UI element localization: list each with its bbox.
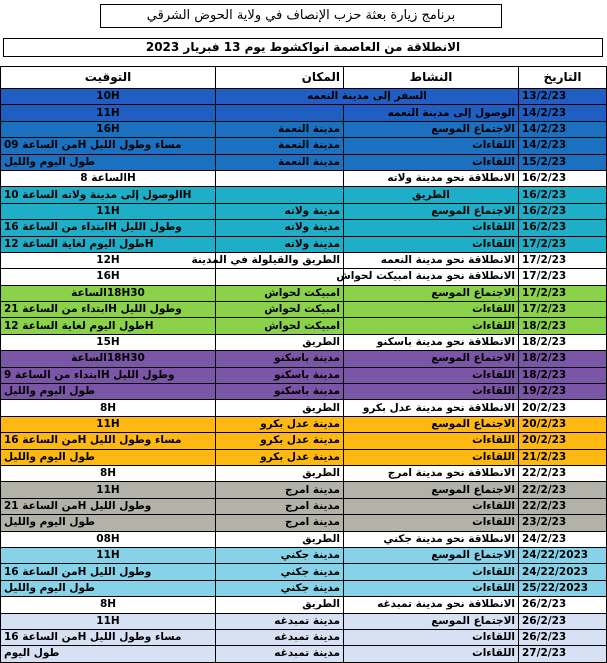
cell-activity: الاجتماع الموسع xyxy=(344,285,519,301)
cell-activity: اللقاءات xyxy=(344,433,519,449)
cell-activity: الانطلاقة نحو مدينة امبيكت لحواش xyxy=(344,269,519,285)
cell-place: الطريق والقيلولة في المدينة xyxy=(216,252,344,268)
cell-place: مدينة ولاته xyxy=(216,203,344,219)
cell-date: 17/2/23 xyxy=(519,302,607,318)
cell-date: 19/2/23 xyxy=(519,384,607,400)
cell-activity: اللقاءات xyxy=(344,646,519,662)
cell-place: مدينة النعمة xyxy=(216,138,344,154)
cell-time: 8H xyxy=(1,465,216,481)
cell-date: 17/2/23 xyxy=(519,252,607,268)
cell-time: 08H xyxy=(1,531,216,547)
cell-activity: الانطلاقة نحو مدينة عدل بكرو xyxy=(344,400,519,416)
cell-activity: الطريق xyxy=(344,187,519,203)
table-row xyxy=(1,252,607,268)
table-row xyxy=(1,531,607,547)
table-row xyxy=(1,384,607,400)
page-title: برنامج زيارة بعثة حزب الإنصاف في ولاية الحوض الشرقي xyxy=(100,4,502,28)
cell-place: مدينة امرج xyxy=(216,498,344,514)
cell-activity: الاجتماع الموسع xyxy=(344,547,519,563)
cell-place: الطريق xyxy=(216,334,344,350)
cell-date: 18/2/23 xyxy=(519,367,607,383)
table-row xyxy=(1,302,607,318)
table-row xyxy=(1,564,607,580)
table-row xyxy=(1,433,607,449)
cell-time: وطول الليل Hابتداء من الساعة 21 xyxy=(1,302,216,318)
cell-date: 14/2/23 xyxy=(519,105,607,121)
table-row xyxy=(1,400,607,416)
table-row xyxy=(1,121,607,137)
cell-place: امبيكت لحواش xyxy=(216,302,344,318)
table-row xyxy=(1,498,607,514)
cell-activity: الانطلاقة نحو مدينة النعمه xyxy=(344,252,519,268)
table-row xyxy=(1,613,607,629)
cell-activity: الانطلاقة نحو مدينة جكني xyxy=(344,531,519,547)
cell-activity: اللقاءات xyxy=(344,515,519,531)
cell-time: Hطول اليوم لغاية الساعة 12 xyxy=(1,318,216,334)
cell-activity: الاجتماع الموسع xyxy=(344,351,519,367)
cell-date: 22/2/23 xyxy=(519,482,607,498)
schedule-table xyxy=(0,66,607,663)
cell-time: 8H xyxy=(1,597,216,613)
table-row xyxy=(1,154,607,170)
cell-place: مدينة جكني xyxy=(216,564,344,580)
cell-date: 18/2/23 xyxy=(519,318,607,334)
cell-place: مدينة امرج xyxy=(216,482,344,498)
cell-date: 22/2/23 xyxy=(519,498,607,514)
cell-place: امبيكت لحواش xyxy=(216,318,344,334)
cell-place: مدينة ولاته xyxy=(216,236,344,252)
cell-activity: اللقاءات xyxy=(344,220,519,236)
cell-activity: اللقاءات xyxy=(344,498,519,514)
cell-time: 16H xyxy=(1,269,216,285)
table-row xyxy=(1,334,607,350)
table-row xyxy=(1,138,607,154)
cell-date: 20/2/23 xyxy=(519,400,607,416)
cell-time: 11H xyxy=(1,613,216,629)
cell-activity: الانطلاقة نحو مدينة ولاته xyxy=(344,170,519,186)
cell-date: 14/2/23 xyxy=(519,121,607,137)
cell-activity: اللقاءات xyxy=(344,302,519,318)
cell-place xyxy=(216,170,344,186)
cell-date: 25/22/2023 xyxy=(519,580,607,596)
cell-time: Hالساعة 8 xyxy=(1,170,216,186)
cell-date: 24/22/2023 xyxy=(519,564,607,580)
cell-place: الطريق xyxy=(216,465,344,481)
cell-date: 16/2/23 xyxy=(519,203,607,219)
cell-date: 20/2/23 xyxy=(519,433,607,449)
table-row xyxy=(1,629,607,645)
cell-date: 17/2/23 xyxy=(519,269,607,285)
cell-place: مدينة جكني xyxy=(216,547,344,563)
table-row xyxy=(1,646,607,662)
cell-time: 16H xyxy=(1,121,216,137)
table-row xyxy=(1,269,607,285)
cell-date: 22/2/23 xyxy=(519,465,607,481)
cell-time: 8H xyxy=(1,400,216,416)
cell-place: مدينة عدل بكرو xyxy=(216,433,344,449)
table-row xyxy=(1,203,607,219)
table-row xyxy=(1,547,607,563)
table-row xyxy=(1,105,607,121)
table-row xyxy=(1,515,607,531)
cell-date: 20/2/23 xyxy=(519,416,607,432)
cell-activity: اللقاءات xyxy=(344,236,519,252)
cell-time: 11H xyxy=(1,416,216,432)
table-row xyxy=(1,220,607,236)
cell-time: وطول الليل Hمن الساعة 16 xyxy=(1,564,216,580)
cell-place: الطريق xyxy=(216,400,344,416)
cell-place xyxy=(216,269,344,285)
header-time: التوقيت xyxy=(1,67,216,89)
cell-date: 18/2/23 xyxy=(519,351,607,367)
cell-place: مدينة تمبدغه xyxy=(216,646,344,662)
cell-place: مدينة ولاته xyxy=(216,220,344,236)
cell-activity: الاجتماع الموسع xyxy=(344,121,519,137)
cell-place: الطريق xyxy=(216,531,344,547)
cell-time: طول اليوم والليل xyxy=(1,580,216,596)
table-row xyxy=(1,89,607,105)
cell-time: 18H30الساعة xyxy=(1,351,216,367)
schedule-rows xyxy=(1,89,607,663)
table-row xyxy=(1,449,607,465)
cell-activity: الاجتماع الموسع xyxy=(344,482,519,498)
cell-date: 17/2/23 xyxy=(519,236,607,252)
cell-activity: الاجتماع الموسع xyxy=(344,613,519,629)
cell-date: 16/2/23 xyxy=(519,187,607,203)
table-row xyxy=(1,580,607,596)
cell-activity: اللقاءات xyxy=(344,564,519,580)
header-place: المكان xyxy=(216,67,344,89)
table-row xyxy=(1,285,607,301)
departure-note: الانطلاقة من العاصمة انواكشوط يوم 13 فبريار 2023 xyxy=(3,38,603,57)
cell-activity: اللقاءات xyxy=(344,580,519,596)
table-row xyxy=(1,236,607,252)
table-row xyxy=(1,465,607,481)
cell-date: 14/2/23 xyxy=(519,138,607,154)
cell-date: 27/2/23 xyxy=(519,646,607,662)
table-row xyxy=(1,318,607,334)
cell-place: مدينة امرج xyxy=(216,515,344,531)
cell-time: 11H xyxy=(1,203,216,219)
cell-time: 11H xyxy=(1,105,216,121)
cell-place: مدينة جكني xyxy=(216,580,344,596)
cell-time: وطول الليل Hابتداء من الساعة 9 xyxy=(1,367,216,383)
table-row xyxy=(1,367,607,383)
cell-activity: الانطلاقة نحو مدينة تمبدغه xyxy=(344,597,519,613)
cell-place: مدينة النعمة xyxy=(216,121,344,137)
cell-activity: السفر إلى مدينة النعمه xyxy=(216,89,519,105)
cell-date: 16/2/23 xyxy=(519,170,607,186)
header-date: التاريخ xyxy=(519,67,607,89)
cell-date: 24/22/2023 xyxy=(519,547,607,563)
cell-place: مدينة تمبدغه xyxy=(216,629,344,645)
cell-time: وطول الليل Hابتداء من الساعة 16 xyxy=(1,220,216,236)
cell-time: مساء وطول الليل Hمن الساعة 09 xyxy=(1,138,216,154)
cell-activity: اللقاءات xyxy=(344,367,519,383)
cell-time: 12H xyxy=(1,252,216,268)
cell-date: 15/2/23 xyxy=(519,154,607,170)
cell-date: 24/2/23 xyxy=(519,531,607,547)
cell-place: مدينة باسكنو xyxy=(216,367,344,383)
cell-time: Hالوصول إلى مدينة ولاته الساعة 10 xyxy=(1,187,216,203)
table-row xyxy=(1,351,607,367)
header-activity: النشاط xyxy=(344,67,519,89)
cell-time: وطول الليل Hمن الساعة 21 xyxy=(1,498,216,514)
cell-place: مدينة النعمة xyxy=(216,154,344,170)
cell-place: الطريق xyxy=(216,597,344,613)
cell-place: امبيكت لحواش xyxy=(216,285,344,301)
cell-place xyxy=(216,105,344,121)
cell-place: مدينة عدل بكرو xyxy=(216,449,344,465)
cell-time: 10H xyxy=(1,89,216,105)
cell-activity: الانطلاقة نحو مدينة باسكنو xyxy=(344,334,519,350)
cell-date: 23/2/23 xyxy=(519,515,607,531)
table-header-row xyxy=(1,67,607,89)
table-row xyxy=(1,597,607,613)
cell-activity: اللقاءات xyxy=(344,384,519,400)
table-row xyxy=(1,416,607,432)
cell-activity: اللقاءات xyxy=(344,154,519,170)
cell-place: مدينة باسكنو xyxy=(216,351,344,367)
cell-place xyxy=(216,187,344,203)
cell-time: طول اليوم والليل xyxy=(1,515,216,531)
cell-time: مساء وطول الليل Hمن الساعة 16 xyxy=(1,433,216,449)
cell-date: 21/2/23 xyxy=(519,449,607,465)
cell-time: 11H xyxy=(1,482,216,498)
table-row xyxy=(1,482,607,498)
cell-activity: الاجتماع الموسع xyxy=(344,203,519,219)
cell-activity: اللقاءات xyxy=(344,629,519,645)
cell-date: 26/2/23 xyxy=(519,613,607,629)
cell-time: 18H30الساعة xyxy=(1,285,216,301)
table-row xyxy=(1,170,607,186)
cell-date: 16/2/23 xyxy=(519,220,607,236)
cell-time: 11H xyxy=(1,547,216,563)
cell-date: 26/2/23 xyxy=(519,629,607,645)
cell-time: طول اليوم والليل xyxy=(1,154,216,170)
cell-time: طول اليوم والليل xyxy=(1,384,216,400)
cell-time: مساء وطول الليل Hمن الساعة 16 xyxy=(1,629,216,645)
cell-activity: اللقاءات xyxy=(344,449,519,465)
cell-date: 17/2/23 xyxy=(519,285,607,301)
cell-activity: الانطلاقة نحو مدينة امرج xyxy=(344,465,519,481)
cell-place: مدينة باسكنو xyxy=(216,384,344,400)
cell-activity: الاجتماع الموسع xyxy=(344,416,519,432)
cell-time: طول اليوم والليل xyxy=(1,449,216,465)
table-row xyxy=(1,187,607,203)
cell-date: 18/2/23 xyxy=(519,334,607,350)
cell-place: مدينة عدل بكرو xyxy=(216,416,344,432)
cell-activity: الوصول إلى مدينة النعمه xyxy=(344,105,519,121)
cell-activity: اللقاءات xyxy=(344,318,519,334)
cell-date: 13/2/23 xyxy=(519,89,607,105)
cell-time: Hطول اليوم لغاية الساعة 12 xyxy=(1,236,216,252)
cell-time: طول اليوم xyxy=(1,646,216,662)
cell-date: 26/2/23 xyxy=(519,597,607,613)
cell-time: 15H xyxy=(1,334,216,350)
cell-activity: اللقاءات xyxy=(344,138,519,154)
cell-place: مدينة تمبدغه xyxy=(216,613,344,629)
